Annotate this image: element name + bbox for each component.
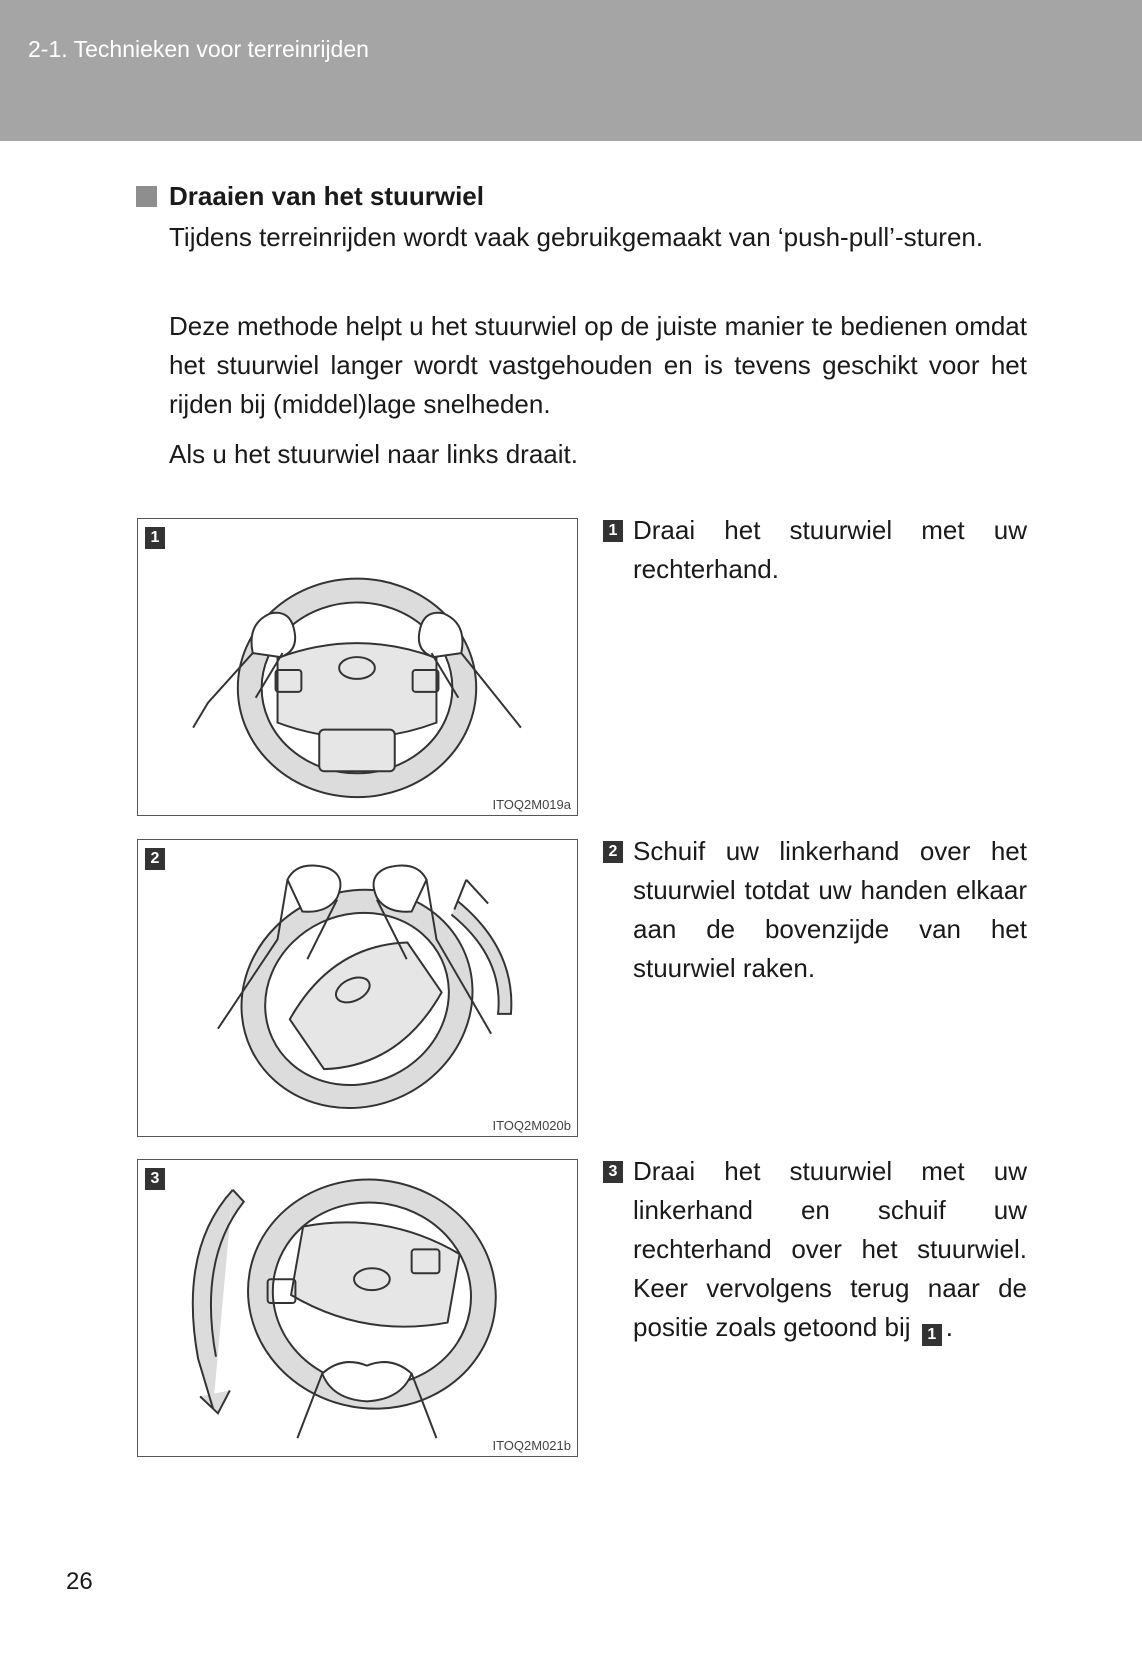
step-1-text: Draai het stuurwiel met uw rechterhand. [633,515,1027,584]
step-3 [608,1152,1027,1347]
header-band [0,0,1142,141]
figure-2-number: 2 [145,848,165,870]
page-number: 26 [66,1568,93,1595]
step-3-badge: 3 [603,1161,623,1183]
step-2-text: Schuif uw linkerhand over het stuurwiel totdat uw handen elkaar aan de bovenzijde van het stuurwiel raken. [633,836,1027,983]
figure-3 [137,1159,578,1457]
steering-wheel-illustration-1 [138,519,577,815]
figure-3-code: ITOQ2M021b [492,1438,571,1453]
figure-1-code: ITOQ2M019a [492,797,571,812]
figure-1-number: 1 [145,527,165,549]
figure-2-code: ITOQ2M020b [492,1118,571,1133]
step-3-text: Draai het stuurwiel met uw linkerhand en schuif uw rechterhand over het stuurwiel. Keer vervolgens terug naar de positie zoals getoond bij [633,1156,1027,1342]
section-heading [136,181,484,212]
section-title: Draaien van het stuurwiel [169,181,484,211]
steering-wheel-illustration-3 [138,1160,577,1456]
paragraph-method: Deze methode helpt u het stuurwiel op de juiste manier te bedienen omdat het stuurwiel langer wordt vastgehouden en is tevens geschikt voor het rijden bij (middel)lage snelheden. [169,311,1027,419]
step-1 [608,511,1027,589]
step-2-badge: 2 [603,841,623,863]
step-3-end: . [945,1312,953,1342]
step-3-ref-badge: 1 [922,1324,942,1346]
figure-3-number: 3 [145,1168,165,1190]
figure-1 [137,518,578,816]
running-header: 2-1. Technieken voor terreinrijden [28,36,369,62]
paragraph-intro: Tijdens terreinrijden wordt vaak gebruikgemaakt van ‘push-pull’-sturen. [169,222,984,252]
paragraph-left-turn: Als u het stuurwiel naar links draait. [169,439,578,469]
step-1-badge: 1 [603,520,623,542]
step-2 [608,832,1027,988]
figure-2 [137,839,578,1137]
section-marker-icon [136,186,157,207]
steering-wheel-illustration-2 [138,840,577,1136]
